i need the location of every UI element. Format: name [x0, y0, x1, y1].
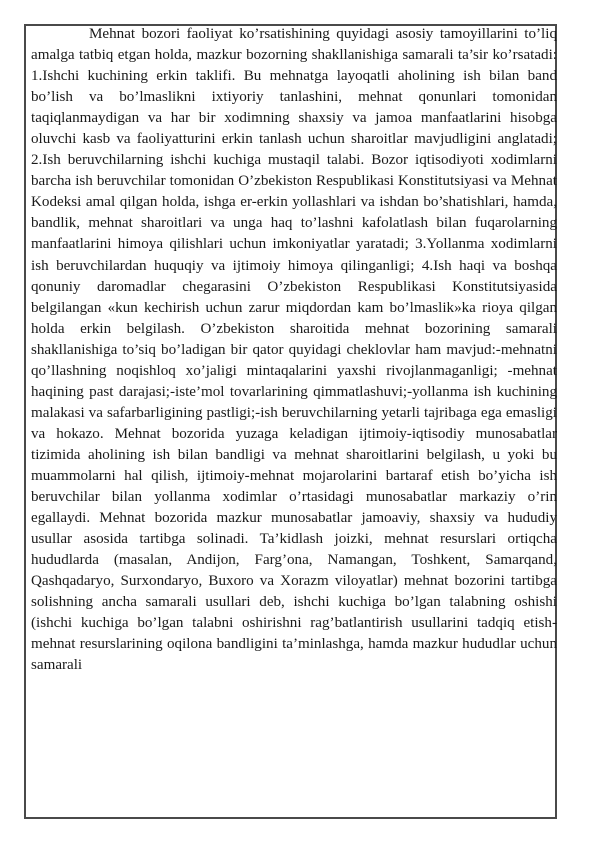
body-paragraph: Mehnat bozori faoliyat ko’rsatishining quyidagi asosiy tamoyillarini to’liq amalga tatbiq etgan holda, mazkur bozorning shakllanishiga samarali ta’sir ko’rsatadi: 1.Ishchi kuchining erkin taklifi. Bu mehnatga layoqatli aholining ish bilan band bo’lish va bo’lmaslikni ixtiyoriy tanlashini, mehnat qonunlari tomonidan taqiqlanmaydigan va har bir xodimning shaxsiy va jamoa manfaatlarini hisobga oluvchi kasb va faoliyatturini erkin tanlash uchun sharoitlar mavjudligini anglatadi; 2.Ish beruvchilarning ishchi kuchiga mustaqil talabi. Bozor iqtisodiyoti xodimlarni barcha ish beruvchilar tomonidan O’zbekiston Respublikasi Konstitutsiyasi va Mehnat Kodeksi amal qilgan holda, ishga er-erkin yollashlari va ishdan bo’shatishlari, hamda, bandlik, mehnat sharoitlari va unga haq to’lashni kafolatlash bilan fuqarolarning manfaatlarini himoya qilishlari uchun imkoniyatlar yaratadi; 3.Yollanma xodimlarni ish beruvchilardan huquqiy va ijtimoiy himoya qilinganligi; 4.Ish haqi va boshqa qonuniy daromadlar chegarasini O’zbekiston Respublikasi Konstitutsiyasida belgilangan «kun kechirish uchun zarur miqdordan kam bo’lmaslik»ka rioya qilgan holda erkin belgilash. O’zbekiston sharoitida mehnat bozorining samarali shakllanishiga to’siq bo’ladigan bir qator quyidagi cheklovlar ham mavjud:-mehnatni qo’llashning noqishloq xo’jaligi mintaqalarini yaxshi rivojlanmaganligi; -mehnat haqining past darajasi;-iste’mol tovarlarining qimmatlashuvi;-yollanma ish kuchining malakasi va safarbarligining pastligi;-ish beruvchilarning yetarli tajribaga ega emasligi va hokazo. Mehnat bozorida yuzaga keladigan ijtimoiy-iqtisodiy munosabatlar tizimida aholining ish bilan bandligi va mehnat sharoitlarini belgilash, u yoki bu muammolarni hal qilish, ijtimoiy-mehnat mojarolarini bartaraf etish bo’yicha ish beruvchilar bilan yollanma xodimlar o’rtasidagi munosabatlar markaziy o’rin egallaydi. Mehnat bozorida mazkur munosabatlar jamoaviy, shaxsiy va hududiy usullar asosida tartibga solinadi. Ta’kidlash joizki, mehnat resurslari ortiqcha hududlarda (masalan, Andijon, Farg’ona, Namangan, Toshkent, Samarqand, Qashqadaryo, Surxondaryo, Buxoro va Xorazm viloyatlar) mehnat bozorini tartibga solishning ancha samarali usullari deb, ishchi kuchiga bo’lgan talabning oshishi (ishchi kuchiga bo’lgan talabni oshirishni rag’batlantirish usullarini tadqiq etish-mehnat resurslarining oqilona bandligini ta’minlashga, hamda mazkur hududlar uchun samarali	[31, 26, 557, 674]
document-body	[31, 24, 557, 676]
